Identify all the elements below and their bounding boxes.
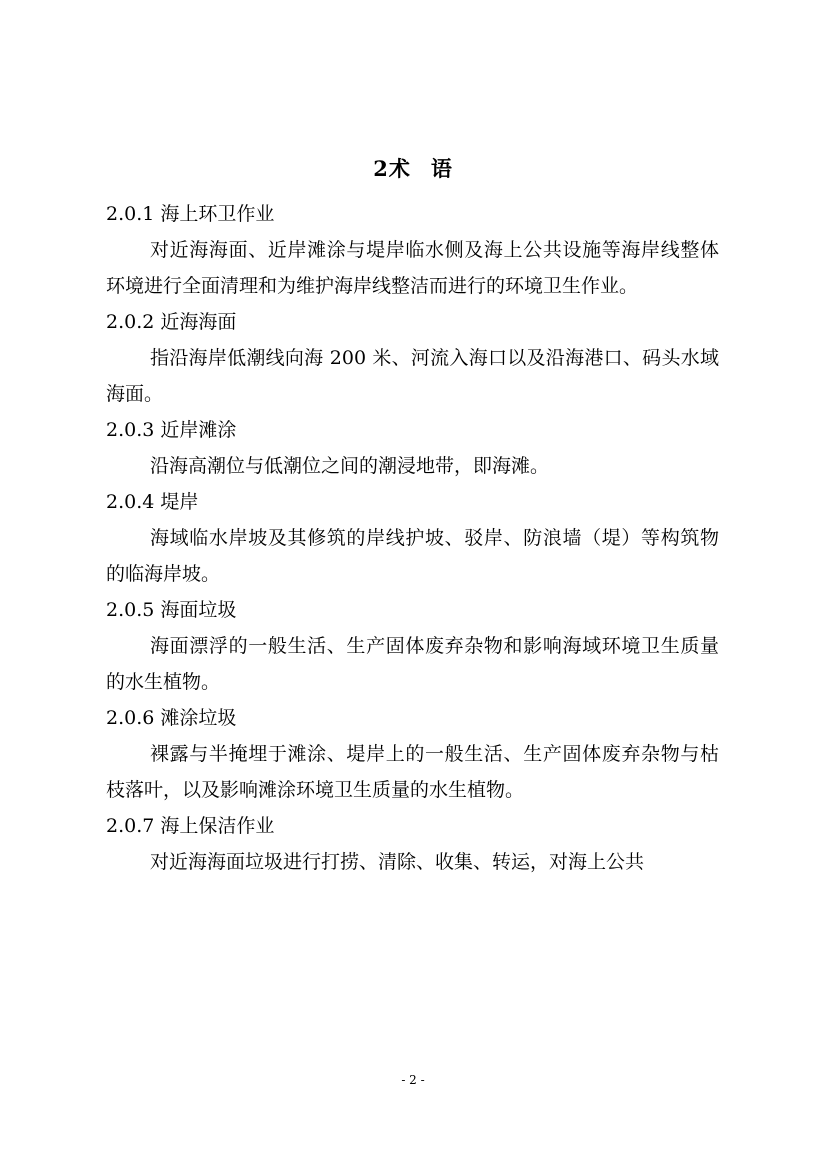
term-code: 2.0.7 (106, 815, 155, 837)
term-definition: 指沿海岸低潮线向海 200 米、河流入海口以及沿海港口、码头水域海面。 (106, 347, 719, 405)
term-heading (106, 700, 719, 736)
terms-list (106, 196, 719, 880)
term-definition: 裸露与半掩埋于滩涂、堤岸上的一般生活、生产固体废弃杂物与枯枝落叶，以及影响滩涂环境卫生质量的水生植物。 (106, 743, 719, 801)
term-code: 2.0.1 (106, 203, 155, 225)
term-heading (106, 484, 719, 520)
term-name: 滩涂垃圾 (160, 707, 237, 729)
section-title-part2: 语 (430, 156, 453, 181)
section-number: 2 (373, 156, 389, 181)
page-number: - 2 - (401, 1073, 425, 1087)
section-title-part1: 术 (388, 156, 411, 181)
term-code: 2.0.3 (106, 419, 155, 441)
term-code: 2.0.5 (106, 599, 155, 621)
term-definition: 海面漂浮的一般生活、生产固体废弃杂物和影响海域环境卫生质量的水生植物。 (106, 635, 719, 693)
term-name: 近岸滩涂 (160, 419, 237, 441)
term-definition: 海域临水岸坡及其修筑的岸线护坡、驳岸、防浪墙（堤）等构筑物的临海岸坡。 (106, 527, 719, 585)
term-heading (106, 304, 719, 340)
term-name: 海面垃圾 (160, 599, 237, 621)
term-definition: 对近海海面、近岸滩涂与堤岸临水侧及海上公共设施等海岸线整体环境进行全面清理和为维护海岸线整洁而进行的环境卫生作业。 (106, 239, 719, 297)
term-code: 2.0.2 (106, 311, 155, 333)
term-heading (106, 808, 719, 844)
term-definition: 对近海海面垃圾进行打捞、清除、收集、转运，对海上公共 (150, 851, 645, 873)
term-name: 堤岸 (160, 491, 199, 513)
term-name: 海上环卫作业 (160, 203, 275, 225)
section-title (0, 154, 826, 184)
term-code: 2.0.4 (106, 491, 155, 513)
term-heading (106, 196, 719, 232)
term-definition: 沿海高潮位与低潮位之间的潮浸地带，即海滩。 (150, 455, 550, 477)
term-code: 2.0.6 (106, 707, 155, 729)
term-name: 近海海面 (160, 311, 237, 333)
term-name: 海上保洁作业 (160, 815, 275, 837)
term-heading (106, 412, 719, 448)
term-heading (106, 592, 719, 628)
